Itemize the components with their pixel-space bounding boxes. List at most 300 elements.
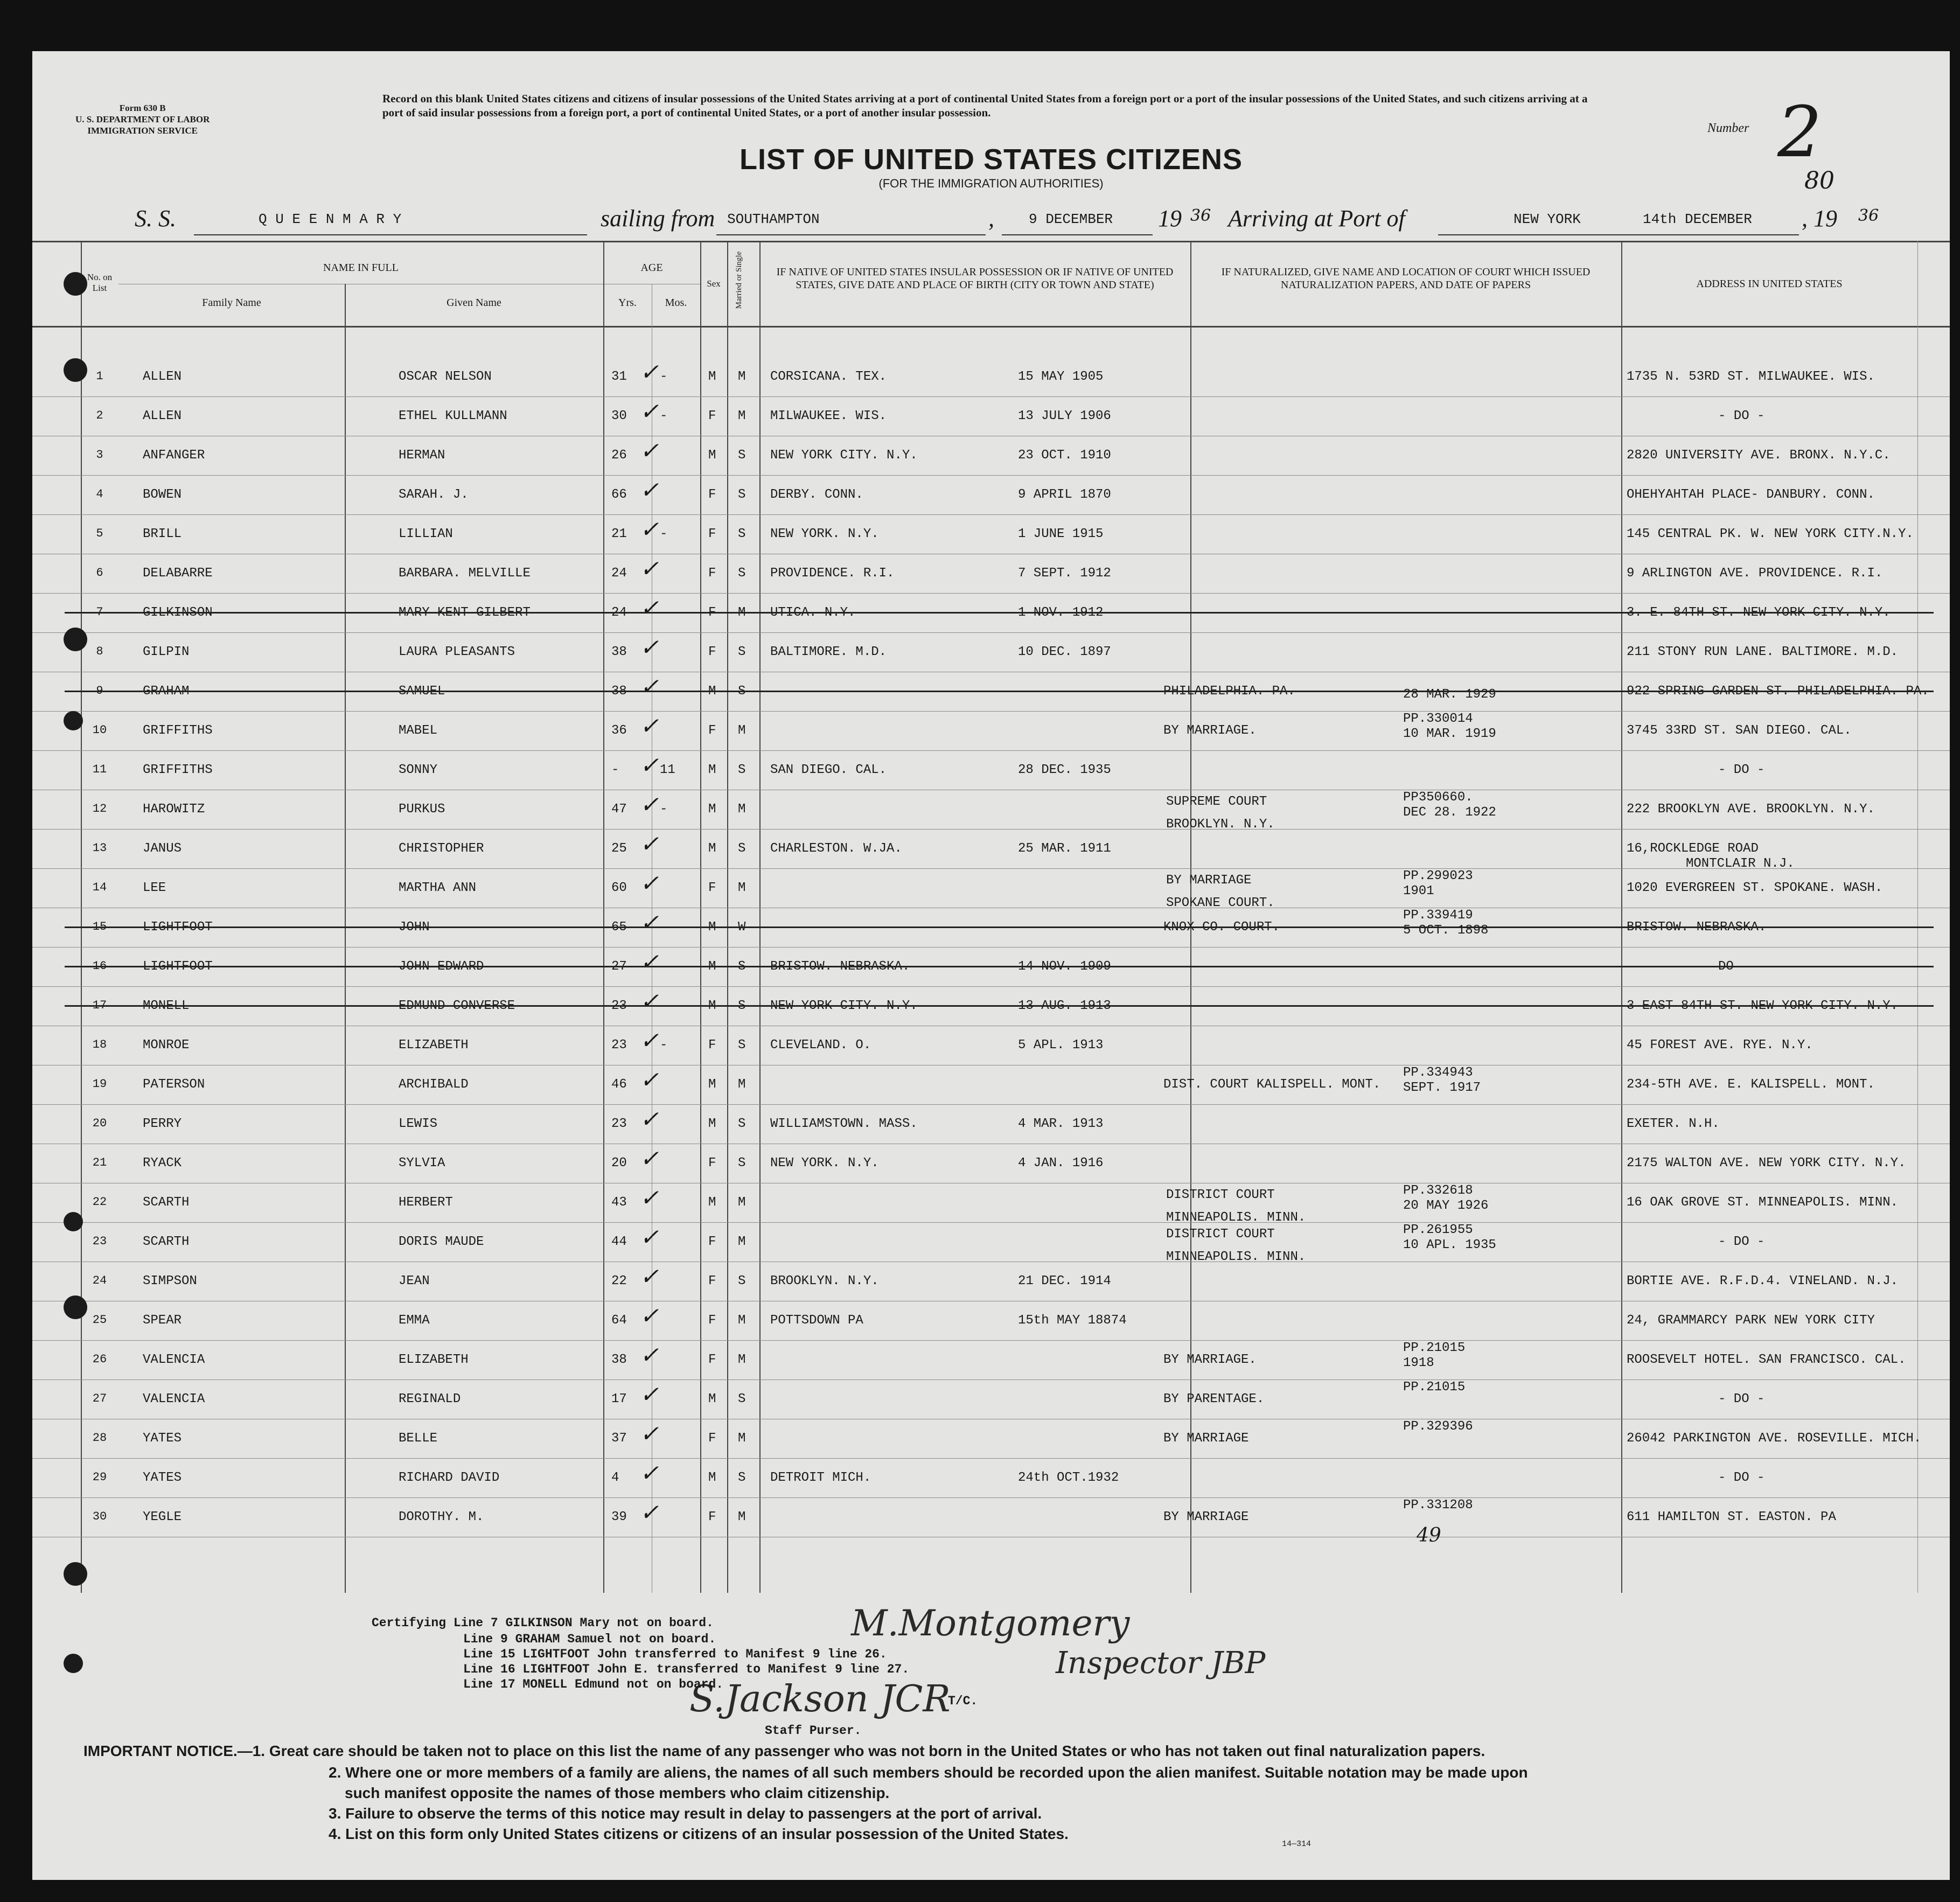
inspector-check-mark: ✓	[640, 437, 659, 464]
family-name: PATERSON	[143, 1077, 205, 1092]
address: 16,ROCKLEDGE ROAD	[1627, 841, 1759, 856]
given-name: EDMUND CONVERSE	[399, 999, 515, 1013]
marital-status: S	[738, 1392, 746, 1406]
given-name: ELIZABETH	[399, 1353, 469, 1367]
marital-status: M	[738, 1077, 746, 1092]
age-years: 38	[611, 645, 627, 659]
inspector-check-mark: ✓	[640, 555, 659, 582]
given-name: SYLVIA	[399, 1156, 445, 1171]
age-years: 26	[611, 448, 627, 463]
naturalization-paper: PP.329396	[1403, 1419, 1473, 1434]
birth-place: BRISTOW. NEBRASKA.	[770, 959, 910, 974]
header-name-in-full: NAME IN FULL	[323, 262, 399, 274]
age-years: 66	[611, 487, 627, 502]
address: 24, GRAMMARCY PARK NEW YORK CITY	[1627, 1313, 1875, 1328]
strike-through-line	[65, 691, 1934, 692]
row-rule	[32, 593, 1950, 594]
row-number: 17	[92, 999, 107, 1012]
punch-hole	[64, 1212, 83, 1231]
age-years: 20	[611, 1156, 627, 1171]
sex: F	[708, 409, 716, 423]
row-number: 25	[92, 1313, 107, 1327]
birth-place: BROOKLYN. N.Y.	[770, 1274, 879, 1288]
strike-through-line	[65, 1005, 1934, 1007]
birth-date: 1 NOV. 1912	[1018, 605, 1104, 620]
given-name: DORIS MAUDE	[399, 1235, 484, 1249]
birth-date: 1 JUNE 1915	[1018, 527, 1104, 541]
marital-status: S	[738, 645, 746, 659]
naturalization-court: DISTRICT COURT	[1166, 1227, 1275, 1242]
marital-status: M	[738, 802, 746, 817]
sex: M	[708, 1471, 716, 1485]
naturalization-court-location: MINNEAPOLIS. MINN.	[1166, 1210, 1306, 1225]
naturalization-court: PHILADELPHIA. PA.	[1163, 684, 1295, 699]
notice-item-3: 3. Failure to observe the terms of this notice may result in delay to passengers at the port of arrival.	[329, 1805, 1042, 1822]
arrival-year-prefix: 19	[1813, 205, 1837, 232]
age-years: 60	[611, 881, 627, 895]
row-rule	[32, 396, 1950, 397]
sex: F	[708, 723, 716, 738]
age-years: 24	[611, 566, 627, 581]
address: 3 EAST 84TH ST. NEW YORK CITY. N.Y.	[1627, 999, 1899, 1013]
sex: M	[708, 1077, 716, 1092]
header-years: Yrs.	[618, 297, 637, 309]
inspector-check-mark: ✓	[640, 398, 659, 424]
marital-status: M	[738, 1195, 746, 1210]
family-name: ALLEN	[143, 370, 182, 384]
inspector-check-mark: ✓	[640, 359, 659, 385]
family-name: BRILL	[143, 527, 182, 541]
form-instructions: Record on this blank United States citizens and citizens of insular possessions of the United States arriving at a port of continental United States from a foreign port or a port of the insular possessions of the United States, and such citizens arriving at a port of said insular possessions from a foreign port, a port of continental United States, or a port of another insular possession.	[382, 92, 1588, 119]
row-number: 21	[92, 1156, 107, 1169]
row-number: 19	[92, 1077, 107, 1091]
address: - DO -	[1718, 409, 1765, 423]
header-naturalized: IF NATURALIZED, GIVE NAME AND LOCATION OF COURT WHICH ISSUED NATURALIZATION PAPERS, AND DATE OF PAPERS	[1221, 266, 1591, 291]
given-name: MARY KENT GILBERT	[399, 605, 531, 620]
birth-date: 13 AUG. 1913	[1018, 999, 1111, 1013]
address: - DO -	[1718, 1392, 1765, 1406]
sex: F	[708, 1156, 716, 1171]
given-name: JOHN EDWARD	[399, 959, 484, 974]
naturalization-paper: PP.299023	[1403, 869, 1473, 883]
sex: F	[708, 1431, 716, 1446]
birth-date: 24th OCT.1932	[1018, 1471, 1119, 1485]
address: OHEHYAHTAH PLACE- DANBURY. CONN.	[1627, 487, 1875, 502]
sex: F	[708, 1313, 716, 1328]
sex: F	[708, 527, 716, 541]
birth-place: BALTIMORE. M.D.	[770, 645, 887, 659]
family-name: LIGHTFOOT	[143, 959, 213, 974]
header-address: ADDRESS IN UNITED STATES	[1696, 278, 1843, 290]
marital-status: S	[738, 999, 746, 1013]
inspector-check-mark: ✓	[640, 988, 659, 1014]
age-years: 4	[611, 1471, 619, 1485]
family-name: YEGLE	[143, 1510, 182, 1524]
birth-place: UTICA. N.Y.	[770, 605, 856, 620]
family-name: HAROWITZ	[143, 802, 205, 817]
family-name: DELABARRE	[143, 566, 213, 581]
age-years: 23	[611, 1038, 627, 1053]
age-years: 43	[611, 1195, 627, 1210]
marital-status: S	[738, 1274, 746, 1288]
marital-status: S	[738, 448, 746, 463]
age-years: -	[611, 763, 619, 777]
family-name: YATES	[143, 1471, 182, 1485]
naturalization-court: BY MARRIAGE	[1163, 1510, 1249, 1524]
age-years: 65	[611, 920, 627, 935]
inspector-check-mark: ✓	[640, 791, 659, 818]
family-name: GILPIN	[143, 645, 190, 659]
birth-place: CHARLESTON. W.JA.	[770, 841, 902, 856]
address: 211 STONY RUN LANE. BALTIMORE. M.D.	[1627, 645, 1899, 659]
departure-year-prefix: 19	[1158, 205, 1182, 232]
naturalization-court-location: SPOKANE COURT.	[1166, 896, 1275, 910]
age-years: 24	[611, 605, 627, 620]
inspector-check-mark: ✓	[640, 713, 659, 739]
marital-status: S	[738, 841, 746, 856]
row-number: 9	[96, 684, 103, 698]
given-name: OSCAR NELSON	[399, 370, 492, 384]
sex: F	[708, 487, 716, 502]
family-name: GRIFFITHS	[143, 763, 213, 777]
header-native-birth: IF NATIVE OF UNITED STATES INSULAR POSSESSION OR IF NATIVE OF UNITED STATES, GIVE DATE AND PLACE OF BIRTH (CITY OR TOWN AND STATE)	[776, 266, 1174, 291]
sailing-label: sailing from	[601, 205, 715, 232]
address: 45 FOREST AVE. RYE. N.Y.	[1627, 1038, 1813, 1053]
birth-date: 7 SEPT. 1912	[1018, 566, 1111, 581]
family-name: GILKINSON	[143, 605, 213, 620]
birth-date: 4 MAR. 1913	[1018, 1117, 1104, 1131]
sex: M	[708, 370, 716, 384]
sex: M	[708, 1392, 716, 1406]
row-number: 13	[92, 841, 107, 855]
sex: M	[708, 802, 716, 817]
birth-place: NEW YORK CITY. N.Y.	[770, 448, 918, 463]
given-name: CHRISTOPHER	[399, 841, 484, 856]
given-name: BELLE	[399, 1431, 438, 1446]
inspector-check-mark: ✓	[640, 477, 659, 503]
sex: M	[708, 448, 716, 463]
punch-hole	[64, 272, 87, 296]
age-years: 44	[611, 1235, 627, 1249]
row-rule	[32, 1497, 1950, 1498]
naturalization-paper: PP.21015	[1403, 1341, 1466, 1355]
family-name: SCARTH	[143, 1195, 190, 1210]
number-label: Number	[1707, 121, 1749, 135]
sex: M	[708, 999, 716, 1013]
family-name: GRIFFITHS	[143, 723, 213, 738]
sex: F	[708, 1274, 716, 1288]
cert-line-3: Line 15 LIGHTFOOT John transferred to Manifest 9 line 26.	[463, 1647, 887, 1661]
naturalization-court: BY PARENTAGE.	[1163, 1392, 1265, 1406]
address: BORTIE AVE. R.F.D.4. VINELAND. N.J.	[1627, 1274, 1899, 1288]
row-number: 24	[92, 1274, 107, 1287]
header-family-name: Family Name	[202, 297, 261, 309]
given-name: ELIZABETH	[399, 1038, 469, 1053]
row-number: 29	[92, 1471, 107, 1484]
birth-place: DETROIT MICH.	[770, 1471, 871, 1485]
birth-date: 10 DEC. 1897	[1018, 645, 1111, 659]
birth-date: 28 DEC. 1935	[1018, 763, 1111, 777]
sex: F	[708, 1038, 716, 1053]
family-name: MONELL	[143, 999, 190, 1013]
family-name: SIMPSON	[143, 1274, 197, 1288]
naturalization-date: SEPT. 1917	[1403, 1081, 1481, 1095]
given-name: SONNY	[399, 763, 438, 777]
header-age: AGE	[640, 262, 663, 274]
row-number: 4	[96, 487, 103, 501]
naturalization-paper: PP.261955	[1403, 1223, 1473, 1237]
page-title: LIST OF UNITED STATES CITIZENS	[740, 143, 1243, 176]
address: 922 SPRING GARDEN ST. PHILADELPHIA. PA.	[1627, 684, 1929, 699]
family-name: PERRY	[143, 1117, 182, 1131]
staff-purser-label: Staff Purser.	[765, 1724, 862, 1738]
row-number: 15	[92, 920, 107, 933]
marital-status: M	[738, 409, 746, 423]
page-number: 80	[1804, 167, 1835, 194]
marital-status: S	[738, 527, 746, 541]
marital-status: M	[738, 1510, 746, 1524]
cert-line-2: Line 9 GRAHAM Samuel not on board.	[463, 1632, 716, 1646]
address: 2175 WALTON AVE. NEW YORK CITY. N.Y.	[1627, 1156, 1906, 1171]
row-number: 11	[92, 763, 107, 776]
department-name: U. S. DEPARTMENT OF LABOR	[75, 114, 210, 124]
age-years: 37	[611, 1431, 627, 1446]
header-married-single: Married or Single	[735, 251, 743, 309]
birth-place: NEW YORK CITY. N.Y.	[770, 999, 918, 1013]
departure-date: 9 DECEMBER	[1029, 211, 1113, 227]
age-years: 47	[611, 802, 627, 817]
header-no-on-list: No. on List	[87, 272, 113, 293]
birth-date: 13 JULY 1906	[1018, 409, 1111, 423]
row-number: 18	[92, 1038, 107, 1051]
naturalization-paper: PP.331208	[1403, 1498, 1473, 1513]
given-name: JEAN	[399, 1274, 430, 1288]
departure-port: SOUTHAMPTON	[727, 211, 820, 227]
family-name: GRAHAM	[143, 684, 190, 699]
inspector-check-mark: ✓	[640, 752, 659, 778]
marital-status: S	[738, 566, 746, 581]
given-name: SAMUEL	[399, 684, 445, 699]
arrival-year: 36	[1858, 206, 1879, 225]
service-name: IMMIGRATION SERVICE	[87, 126, 198, 136]
header-sex: Sex	[707, 278, 721, 289]
ss-label: S. S.	[135, 205, 176, 232]
address: 26042 PARKINGTON AVE. ROSEVILLE. MICH.	[1627, 1431, 1922, 1446]
age-years: 36	[611, 723, 627, 738]
marital-status: S	[738, 487, 746, 502]
row-number: 10	[92, 723, 107, 737]
naturalization-court: SUPREME COURT	[1166, 795, 1267, 809]
birth-date: 21 DEC. 1914	[1018, 1274, 1111, 1288]
naturalization-paper: PP.334943	[1403, 1065, 1473, 1080]
inspector-check-mark: ✓	[640, 1185, 659, 1211]
birth-date: 23 OCT. 1910	[1018, 448, 1111, 463]
row-rule	[32, 986, 1950, 987]
address: ROOSEVELT HOTEL. SAN FRANCISCO. CAL.	[1627, 1353, 1906, 1367]
family-name: VALENCIA	[143, 1392, 205, 1406]
naturalization-date: 5 OCT. 1898	[1403, 923, 1489, 938]
row-number: 14	[92, 881, 107, 894]
punch-hole	[64, 711, 83, 730]
address: 3. E. 84TH ST. NEW YORK CITY. N.Y.	[1627, 605, 1891, 620]
age-years: 17	[611, 1392, 627, 1406]
family-name: LEE	[143, 881, 166, 895]
naturalization-date: 10 APL. 1935	[1403, 1238, 1496, 1252]
number-value: 2	[1777, 91, 1822, 173]
birth-place: PROVIDENCE. R.I.	[770, 566, 895, 581]
given-name: SARAH. J.	[399, 487, 469, 502]
inspector-check-mark: ✓	[640, 1342, 659, 1368]
arrival-port: NEW YORK	[1513, 211, 1581, 227]
birth-place: CORSICANA. TEX.	[770, 370, 887, 384]
given-name: EMMA	[399, 1313, 430, 1328]
naturalization-court: BY MARRIAGE	[1163, 1431, 1249, 1446]
given-name: DOROTHY. M.	[399, 1510, 484, 1524]
inspector-check-mark: ✓	[640, 516, 659, 542]
given-name: HERBERT	[399, 1195, 453, 1210]
notice-heading: IMPORTANT NOTICE.—	[83, 1743, 253, 1759]
marital-status: S	[738, 763, 746, 777]
sex: F	[708, 645, 716, 659]
form-identity	[75, 102, 210, 136]
sex: F	[708, 605, 716, 620]
age-years: 38	[611, 1353, 627, 1367]
age-months: 11	[660, 763, 675, 777]
row-number: 20	[92, 1117, 107, 1130]
page-subtitle: (FOR THE IMMIGRATION AUTHORITIES)	[878, 177, 1104, 190]
inspector-initials: Inspector JBP	[1056, 1646, 1266, 1681]
sex: M	[708, 1195, 716, 1210]
sex: F	[708, 1510, 716, 1524]
sex: F	[708, 1353, 716, 1367]
address: - DO -	[1718, 763, 1765, 777]
naturalization-court: BY MARRIAGE	[1166, 873, 1252, 888]
purser-signature: S.Jackson JCR	[689, 1678, 951, 1720]
arrival-date: 14th DECEMBER	[1643, 211, 1752, 227]
header-given-name: Given Name	[447, 297, 501, 309]
naturalization-paper: PP.332618	[1403, 1183, 1473, 1198]
age-years: 21	[611, 527, 627, 541]
given-name: MARTHA ANN	[399, 881, 477, 895]
birth-place: WILLIAMSTOWN. MASS.	[770, 1117, 918, 1131]
given-name: LAURA PLEASANTS	[399, 645, 515, 659]
inspector-check-mark: ✓	[640, 831, 659, 857]
birth-date: 4 JAN. 1916	[1018, 1156, 1104, 1171]
row-rule	[32, 1222, 1950, 1223]
family-name: ANFANGER	[143, 448, 205, 463]
strike-through-line	[65, 966, 1934, 967]
punch-hole	[64, 1562, 87, 1586]
inspector-check-mark: ✓	[640, 1145, 659, 1172]
given-name: HERMAN	[399, 448, 445, 463]
cert-line-5: Line 17 MONELL Edmund not on board.	[463, 1677, 724, 1691]
sex: M	[708, 763, 716, 777]
address: 2820 UNIVERSITY AVE. BRONX. N.Y.C.	[1627, 448, 1891, 463]
birth-place: DERBY. CONN.	[770, 487, 863, 502]
row-number: 30	[92, 1510, 107, 1523]
address-line-2: MONTCLAIR N.J.	[1686, 856, 1795, 871]
marital-status: S	[738, 684, 746, 699]
address: 1020 EVERGREEN ST. SPOKANE. WASH.	[1627, 881, 1883, 895]
marital-status: S	[738, 959, 746, 974]
sex: F	[708, 566, 716, 581]
marital-status: M	[738, 723, 746, 738]
row-rule	[32, 711, 1950, 712]
inspector-check-mark: ✓	[640, 673, 659, 700]
family-name: JANUS	[143, 841, 182, 856]
row-number: 5	[96, 527, 103, 540]
notice-item-2: 2. Where one or more members of a family are aliens, the names of all such members should be recorded upon the alien manifest. Suitable notation may be made upon	[329, 1764, 1528, 1781]
inspector-check-mark: ✓	[640, 949, 659, 975]
age-months: -	[660, 527, 668, 541]
notice-item-1: 1. Great care should be taken not to place on this list the name of any passenger who was not born in the United States or who has not taken out final naturalization papers.	[252, 1743, 1485, 1759]
row-rule	[32, 632, 1950, 633]
inspector-check-mark: ✓	[640, 1499, 659, 1525]
family-name: MONROE	[143, 1038, 190, 1053]
strike-through-line	[65, 926, 1934, 928]
family-name: YATES	[143, 1431, 182, 1446]
address: 222 BROOKLYN AVE. BROOKLYN. N.Y.	[1627, 802, 1875, 817]
row-number: 2	[96, 409, 103, 422]
age-years: 31	[611, 370, 627, 384]
naturalization-paper: PP.21015	[1403, 1380, 1466, 1395]
given-name: MABEL	[399, 723, 438, 738]
row-rule	[32, 750, 1950, 751]
birth-place: CLEVELAND. O.	[770, 1038, 871, 1053]
naturalization-date: 1918	[1403, 1356, 1434, 1370]
age-years: 23	[611, 999, 627, 1013]
departure-year: 36	[1190, 206, 1211, 225]
row-rule	[32, 514, 1950, 515]
marital-status: S	[738, 1471, 746, 1485]
family-name: SPEAR	[143, 1313, 182, 1328]
age-years: 22	[611, 1274, 627, 1288]
inspector-check-mark: ✓	[640, 1106, 659, 1132]
row-rule	[32, 1340, 1950, 1341]
birth-date: 9 APRIL 1870	[1018, 487, 1111, 502]
given-name: LEWIS	[399, 1117, 438, 1131]
inspector-check-mark: ✓	[640, 1302, 659, 1329]
birth-place: SAN DIEGO. CAL.	[770, 763, 887, 777]
address: 1735 N. 53RD ST. MILWAUKEE. WIS.	[1627, 370, 1875, 384]
sex: F	[708, 1235, 716, 1249]
row-number: 8	[96, 645, 103, 658]
punch-hole	[64, 358, 87, 382]
row-number: 7	[96, 605, 103, 619]
age-years: 27	[611, 959, 627, 974]
cert-line-1: Certifying Line 7 GILKINSON Mary not on board.	[372, 1616, 714, 1630]
given-name: RICHARD DAVID	[399, 1471, 500, 1485]
age-months: -	[660, 802, 668, 817]
given-name: ETHEL KULLMANN	[399, 409, 507, 423]
sex: M	[708, 684, 716, 699]
marital-status: S	[738, 1038, 746, 1053]
marital-status: W	[738, 920, 746, 935]
naturalization-court: KNOX CO. COURT.	[1163, 920, 1280, 935]
naturalization-date: 20 MAY 1926	[1403, 1199, 1489, 1213]
inspector-check-mark: ✓	[640, 909, 659, 936]
naturalization-date: 1901	[1403, 884, 1434, 898]
given-name: PURKUS	[399, 802, 445, 817]
naturalization-paper: PP350660.	[1403, 790, 1473, 805]
naturalization-court: BY MARRIAGE.	[1163, 723, 1257, 738]
family-name: LIGHTFOOT	[143, 920, 213, 935]
marital-status: S	[738, 1156, 746, 1171]
age-years: 23	[611, 1117, 627, 1131]
margin-note: 49	[1417, 1524, 1441, 1546]
punch-hole	[64, 628, 87, 651]
family-name: RYACK	[143, 1156, 182, 1171]
